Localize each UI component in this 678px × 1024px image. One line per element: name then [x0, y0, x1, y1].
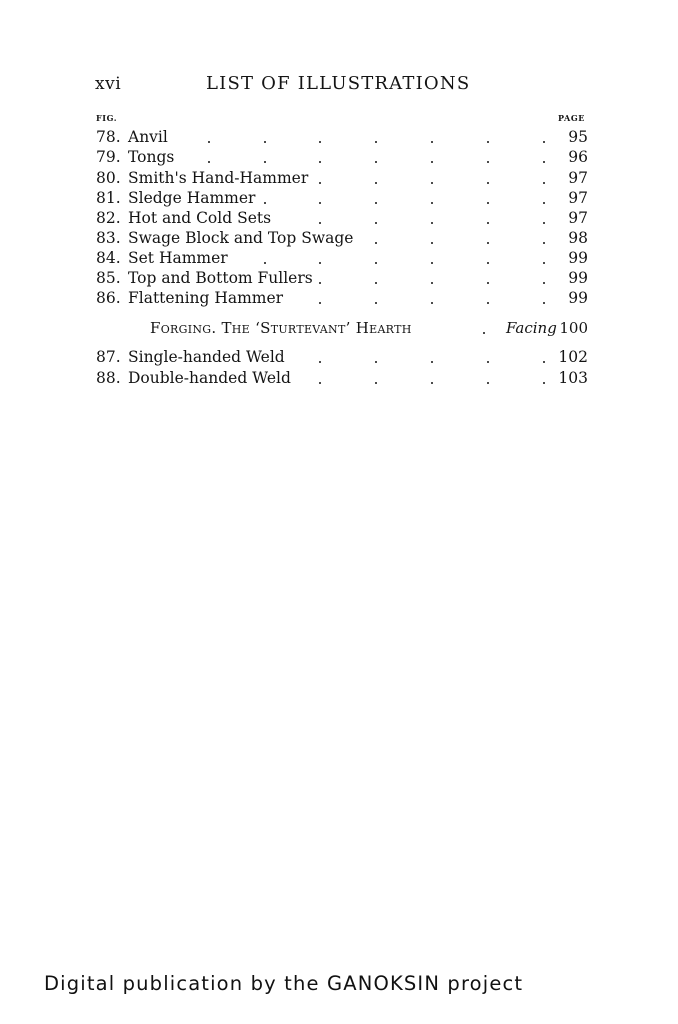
- dot-leader: [96, 368, 554, 388]
- entry-number: 79.: [96, 148, 121, 166]
- plate-page: 100: [559, 319, 588, 337]
- leader-dot: [375, 361, 377, 363]
- leader-dot: [375, 222, 377, 224]
- entry-title: Top and Bottom Fullers: [128, 269, 313, 287]
- dot-leader: [96, 188, 554, 208]
- leader-dot: [319, 202, 321, 204]
- leader-dot: [431, 382, 433, 384]
- leader-dot: [543, 141, 545, 143]
- leader-dot: [319, 361, 321, 363]
- leader-dot: [319, 302, 321, 304]
- entry-page: 97: [568, 209, 588, 227]
- entry-number: 86.: [96, 289, 121, 307]
- leader-dot: [208, 161, 210, 163]
- entry-number: 81.: [96, 189, 121, 207]
- dot-leader: [96, 248, 554, 268]
- dot-leader: [96, 208, 554, 228]
- plate-caption: Forging. The ‘Sturtevant’ Hearth: [150, 319, 412, 337]
- fig-column-heading: FIG.: [96, 113, 118, 123]
- leader-dot: [375, 382, 377, 384]
- leader-dot: [319, 141, 321, 143]
- leader-dot: [319, 382, 321, 384]
- dot-leader: [96, 347, 554, 367]
- entry-title: Sledge Hammer: [128, 189, 256, 207]
- entry-number: 84.: [96, 249, 121, 267]
- leader-dot: [319, 182, 321, 184]
- entry-number: 78.: [96, 128, 121, 146]
- leader-dot: [431, 182, 433, 184]
- leader-dot: [431, 202, 433, 204]
- entry-page: 99: [568, 249, 588, 267]
- list-entry: [96, 248, 590, 268]
- dot-leader: [96, 127, 554, 147]
- list-entry: [96, 347, 590, 367]
- list-entry: [96, 228, 590, 248]
- list-entry: [96, 288, 590, 308]
- leader-dot: [264, 262, 266, 264]
- list-entry: [96, 168, 590, 188]
- entry-title: Double-handed Weld: [128, 369, 291, 387]
- entry-title: Set Hammer: [128, 249, 228, 267]
- entry-number: 85.: [96, 269, 121, 287]
- leader-dot: [208, 141, 210, 143]
- leader-dot: [543, 262, 545, 264]
- leader-dot: [375, 182, 377, 184]
- plate-entry: [150, 318, 590, 338]
- entry-title: Hot and Cold Sets: [128, 209, 272, 227]
- leader-dot: [319, 262, 321, 264]
- leader-dot: [487, 242, 489, 244]
- leader-dot: [319, 282, 321, 284]
- entry-number: 82.: [96, 209, 121, 227]
- leader-dot: [487, 141, 489, 143]
- leader-dot: [487, 282, 489, 284]
- leader-dot: [375, 282, 377, 284]
- leader-dot: [431, 161, 433, 163]
- leader-dot: [431, 262, 433, 264]
- leader-dot: [543, 242, 545, 244]
- leader-dot: [375, 161, 377, 163]
- leader-dot: [487, 262, 489, 264]
- leader-dot: [487, 222, 489, 224]
- leader-dot: [543, 202, 545, 204]
- leader-dot: [487, 302, 489, 304]
- leader-dot: [543, 182, 545, 184]
- list-entry: [96, 147, 590, 167]
- dot-leader: [96, 228, 554, 248]
- dot-leader: [96, 168, 554, 188]
- footer-credit: Digital publication by the GANOKSIN project: [44, 972, 524, 995]
- leader-dot: [543, 282, 545, 284]
- entry-number: 83.: [96, 229, 121, 247]
- leader-dot: [431, 361, 433, 363]
- list-entry: [96, 268, 590, 288]
- leader-dot: [264, 202, 266, 204]
- entry-title: Swage Block and Top Swage: [128, 229, 354, 247]
- page-number: xvi: [95, 74, 122, 94]
- list-entry: [96, 368, 590, 388]
- entry-page: 95: [568, 128, 588, 146]
- entry-page: 98: [568, 229, 588, 247]
- entry-title: Smith's Hand-Hammer: [128, 169, 309, 187]
- list-entry: [96, 188, 590, 208]
- entry-page: 99: [568, 269, 588, 287]
- entry-number: 80.: [96, 169, 121, 187]
- plate-facing-label: Facing: [506, 319, 557, 337]
- leader-dot: [264, 161, 266, 163]
- list-entry: [96, 208, 590, 228]
- leader-dot: [375, 242, 377, 244]
- leader-dot: [319, 161, 321, 163]
- entry-page: 99: [568, 289, 588, 307]
- dot-leader: [96, 268, 554, 288]
- page-column-heading: PAGE: [558, 113, 585, 123]
- dot-leader: [96, 288, 554, 308]
- leader-dot: [375, 302, 377, 304]
- leader-dot: [543, 161, 545, 163]
- leader-dot: [319, 222, 321, 224]
- leader-dot: [543, 382, 545, 384]
- entry-title: Anvil: [128, 128, 168, 146]
- entry-title: Single-handed Weld: [128, 348, 285, 366]
- entry-title: Flattening Hammer: [128, 289, 284, 307]
- leader-dot: [487, 361, 489, 363]
- leader-dot: [487, 182, 489, 184]
- leader-dot: [487, 161, 489, 163]
- leader-dot: [264, 141, 266, 143]
- entry-number: 88.: [96, 369, 121, 387]
- entry-number: 87.: [96, 348, 121, 366]
- dot-leader: [483, 332, 485, 334]
- leader-dot: [431, 242, 433, 244]
- entry-page: 103: [558, 369, 588, 387]
- entry-page: 102: [558, 348, 588, 366]
- leader-dot: [431, 141, 433, 143]
- entry-page: 97: [568, 169, 588, 187]
- leader-dot: [487, 382, 489, 384]
- entry-page: 96: [568, 148, 588, 166]
- dot-leader: [96, 147, 554, 167]
- leader-dot: [431, 302, 433, 304]
- leader-dot: [487, 202, 489, 204]
- leader-dot: [375, 141, 377, 143]
- entry-page: 97: [568, 189, 588, 207]
- running-head: LIST OF ILLUSTRATIONS: [206, 73, 471, 94]
- leader-dot: [431, 282, 433, 284]
- leader-dot: [543, 222, 545, 224]
- list-entry: [96, 127, 590, 147]
- leader-dot: [375, 262, 377, 264]
- entry-title: Tongs: [128, 148, 175, 166]
- leader-dot: [543, 302, 545, 304]
- leader-dot: [431, 222, 433, 224]
- leader-dot: [543, 361, 545, 363]
- leader-dot: [375, 202, 377, 204]
